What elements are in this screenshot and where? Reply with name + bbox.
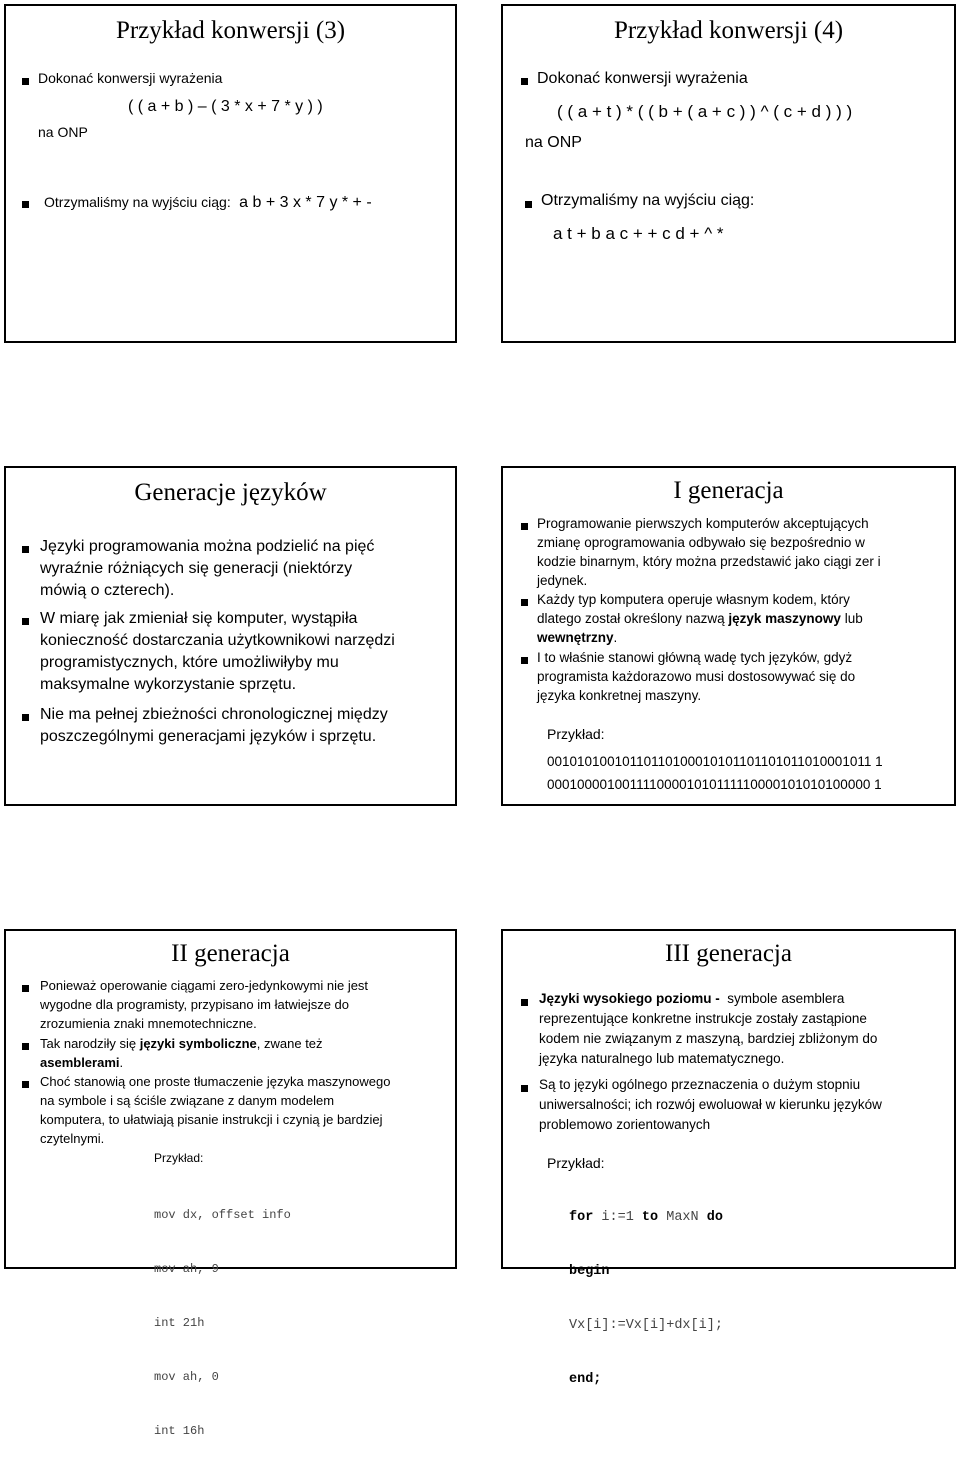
bullet-text xyxy=(40,1034,323,1072)
text-line xyxy=(537,628,863,647)
bullet-text xyxy=(40,1072,390,1148)
text-line: wygodne dla programisty, przypisano im łatwiejsze do xyxy=(40,997,350,1012)
text-line: języka konkretnej maszyny. xyxy=(537,688,702,703)
text-line: I to właśnie stanowi główną wadę tych języków, gdyż xyxy=(537,650,853,665)
text-line: maksymalne wykorzystanie sprzętu. xyxy=(40,676,297,693)
text-span: lub xyxy=(840,611,863,626)
text-span: dlatego został określony nazwą xyxy=(537,611,729,626)
example-label: Przykład: xyxy=(547,726,605,742)
expression: ( ( a + b ) – ( 3 * x + 7 * y ) ) xyxy=(128,98,323,115)
text-line: Każdy typ komputera operuje własnym kodem, który xyxy=(537,592,850,607)
bullet-icon xyxy=(521,599,528,606)
text-line: kodzie binarnym, który można przedstawić jako ciągi zer i xyxy=(537,554,881,569)
slide-title: Generacje języków xyxy=(134,479,327,506)
pascal-code xyxy=(569,1173,723,1425)
slide-konwersja-3 xyxy=(4,4,457,343)
bullet-text xyxy=(537,514,881,590)
result-value: a t + b a c + + c d + ^ * xyxy=(553,224,724,243)
slide-title: II generacja xyxy=(171,940,290,967)
text-line: konieczność dostarczania użytkownikowi narzędzi xyxy=(40,632,395,649)
slide-title: III generacja xyxy=(665,940,792,967)
text-line: programistycznych, które umożliwiłyby mu xyxy=(40,654,339,671)
text-line: Ponieważ operowanie ciągami zero-jedynkowymi nie jest xyxy=(40,978,369,993)
bullet-text xyxy=(537,590,863,647)
term-internal: wewnętrzny xyxy=(537,630,614,645)
bullet-icon xyxy=(22,78,29,85)
bullet-text xyxy=(537,648,855,705)
keyword-for: for xyxy=(569,1210,594,1225)
onp-text: na ONP xyxy=(525,134,582,151)
term-symbolic-languages: języki symboliczne xyxy=(139,1036,257,1051)
text-line: problemowo zorientowanych xyxy=(539,1117,711,1132)
bullet-icon xyxy=(525,201,532,208)
text-line xyxy=(40,1034,323,1053)
slide-ii-generacja xyxy=(4,929,457,1438)
code-line: Vx[i]:=Vx[i]+dx[i]; xyxy=(569,1318,723,1333)
text-line: jedynek. xyxy=(537,573,588,588)
code-line: int 16h xyxy=(154,1424,205,1438)
text-span: Tak narodziły się xyxy=(40,1036,140,1051)
bullet-icon xyxy=(521,657,528,664)
bullet-text: Otrzymaliśmy na wyjściu ciąg: xyxy=(541,192,755,209)
text-line: Języki programowania można podzielić na pięć xyxy=(40,538,375,555)
bullet-text xyxy=(40,704,388,748)
text-line: reprezentujące konkretne instrukcje zostały zastąpione xyxy=(539,1011,867,1026)
bullet-icon xyxy=(22,546,29,553)
slide-generacje xyxy=(4,466,457,806)
text-line: czytelnymi. xyxy=(40,1131,105,1146)
text-line: W miarę jak zmieniał się komputer, wystąpiła xyxy=(40,610,358,627)
bullet-text xyxy=(40,536,374,602)
text-line: kodem nie związanym z maszyną, bardziej zbliżonym do xyxy=(539,1031,878,1046)
text-line: Są to języki ogólnego przeznaczenia o dużym stopniu xyxy=(539,1077,861,1092)
bullet-text xyxy=(44,194,372,212)
code-line xyxy=(569,1371,723,1389)
text-span: . xyxy=(119,1055,124,1070)
bullet-icon xyxy=(521,999,528,1006)
expression: ( ( a + t ) * ( ( b + ( a + c ) ) ^ ( c + d ) ) ) xyxy=(557,102,853,121)
text-line xyxy=(537,609,863,628)
text-line: poszczególnymi generacjami języków i sprzętu. xyxy=(40,728,377,745)
binary-line: 00101010010110110100010101101101011010001011 1 xyxy=(547,754,883,769)
bullet-icon xyxy=(22,714,29,721)
bullet-icon xyxy=(22,1043,29,1050)
bullet-icon xyxy=(521,78,528,85)
keyword-to: to xyxy=(641,1210,659,1225)
code-line: mov ah, 0 xyxy=(154,1370,219,1384)
term-assemblers: asemblerami xyxy=(40,1055,120,1070)
bullet-text: Dokonać konwersji wyrażenia xyxy=(537,70,748,87)
bullet-text xyxy=(539,989,877,1069)
text-line xyxy=(40,1053,323,1072)
term-high-level-languages: Języki wysokiego poziomu - xyxy=(539,991,720,1006)
onp-text: na ONP xyxy=(38,124,88,140)
text-line: uniwersalności; ich rozwój ewoluował w kierunku języków xyxy=(539,1097,882,1112)
text-line: zmianę oprogramowania odbywało się bezpośrednio w xyxy=(537,535,865,550)
code-line xyxy=(569,1209,723,1227)
result-value: a b + 3 x * 7 y * + - xyxy=(239,194,372,211)
code-span: MaxN xyxy=(658,1210,707,1225)
slide-title: Przykład konwersji (3) xyxy=(115,17,346,44)
text-span: , zwane też xyxy=(256,1036,323,1051)
text-line: mówią o czterech). xyxy=(40,582,175,599)
text-line: Programowanie pierwszych komputerów akceptujących xyxy=(537,516,869,531)
result-label: Otrzymaliśmy na wyjściu ciąg: xyxy=(44,194,231,210)
text-line: Nie ma pełnej zbieżności chronologicznej między xyxy=(40,706,388,723)
text-line: języka naturalnego lub matematycznego. xyxy=(539,1051,785,1066)
text-line: zrozumienia znaki mnemotechniczne. xyxy=(40,1016,257,1031)
text-line xyxy=(539,989,877,1009)
code-line xyxy=(569,1263,723,1281)
code-line: mov dx, offset info xyxy=(154,1208,291,1222)
text-line: programista każdorazowo musi dostosowywać się do xyxy=(537,669,856,684)
slide-i-generacja xyxy=(501,466,956,806)
bullet-icon xyxy=(22,1081,29,1088)
bullet-text xyxy=(40,608,395,696)
text-line: wyraźnie różniących się generacji (niektórzy xyxy=(40,560,353,577)
slide-konwersja-4 xyxy=(501,4,956,343)
text-line: komputera, to ułatwiają pisanie instrukcji i czynią je bardziej xyxy=(40,1112,383,1127)
binary-line: 00010000100111100001010111110000101010100000 1 xyxy=(547,777,882,792)
slide-iii-generacja xyxy=(501,929,956,1387)
bullet-icon xyxy=(22,618,29,625)
keyword-end: end; xyxy=(569,1372,602,1387)
example-label: Przykład: xyxy=(154,1151,204,1165)
assembler-code xyxy=(154,1170,291,1476)
code-line: int 21h xyxy=(154,1316,205,1330)
term-machine-language: język maszynowy xyxy=(728,611,841,626)
slide-title: Przykład konwersji (4) xyxy=(613,17,844,44)
example-label: Przykład: xyxy=(547,1155,605,1171)
bullet-text: Dokonać konwersji wyrażenia xyxy=(38,70,223,86)
keyword-do: do xyxy=(706,1210,723,1225)
bullet-icon xyxy=(22,985,29,992)
slide-title: I generacja xyxy=(673,477,784,504)
code-span: i:=1 xyxy=(593,1210,642,1225)
code-line: mov ah, 9 xyxy=(154,1262,219,1276)
bullet-text xyxy=(539,1075,882,1135)
text-line: na symbole i są ściśle związane z danym modelem xyxy=(40,1093,335,1108)
bullet-text xyxy=(40,976,368,1033)
bullet-icon xyxy=(521,1085,528,1092)
text-line: Choć stanowią one proste tłumaczenie języka maszynowego xyxy=(40,1074,391,1089)
keyword-begin: begin xyxy=(569,1264,610,1279)
text-span: . xyxy=(613,630,618,645)
bullet-icon xyxy=(521,523,528,530)
binary-code xyxy=(547,750,883,796)
bullet-icon xyxy=(22,201,29,208)
text-span: symbole asemblera xyxy=(719,991,845,1006)
